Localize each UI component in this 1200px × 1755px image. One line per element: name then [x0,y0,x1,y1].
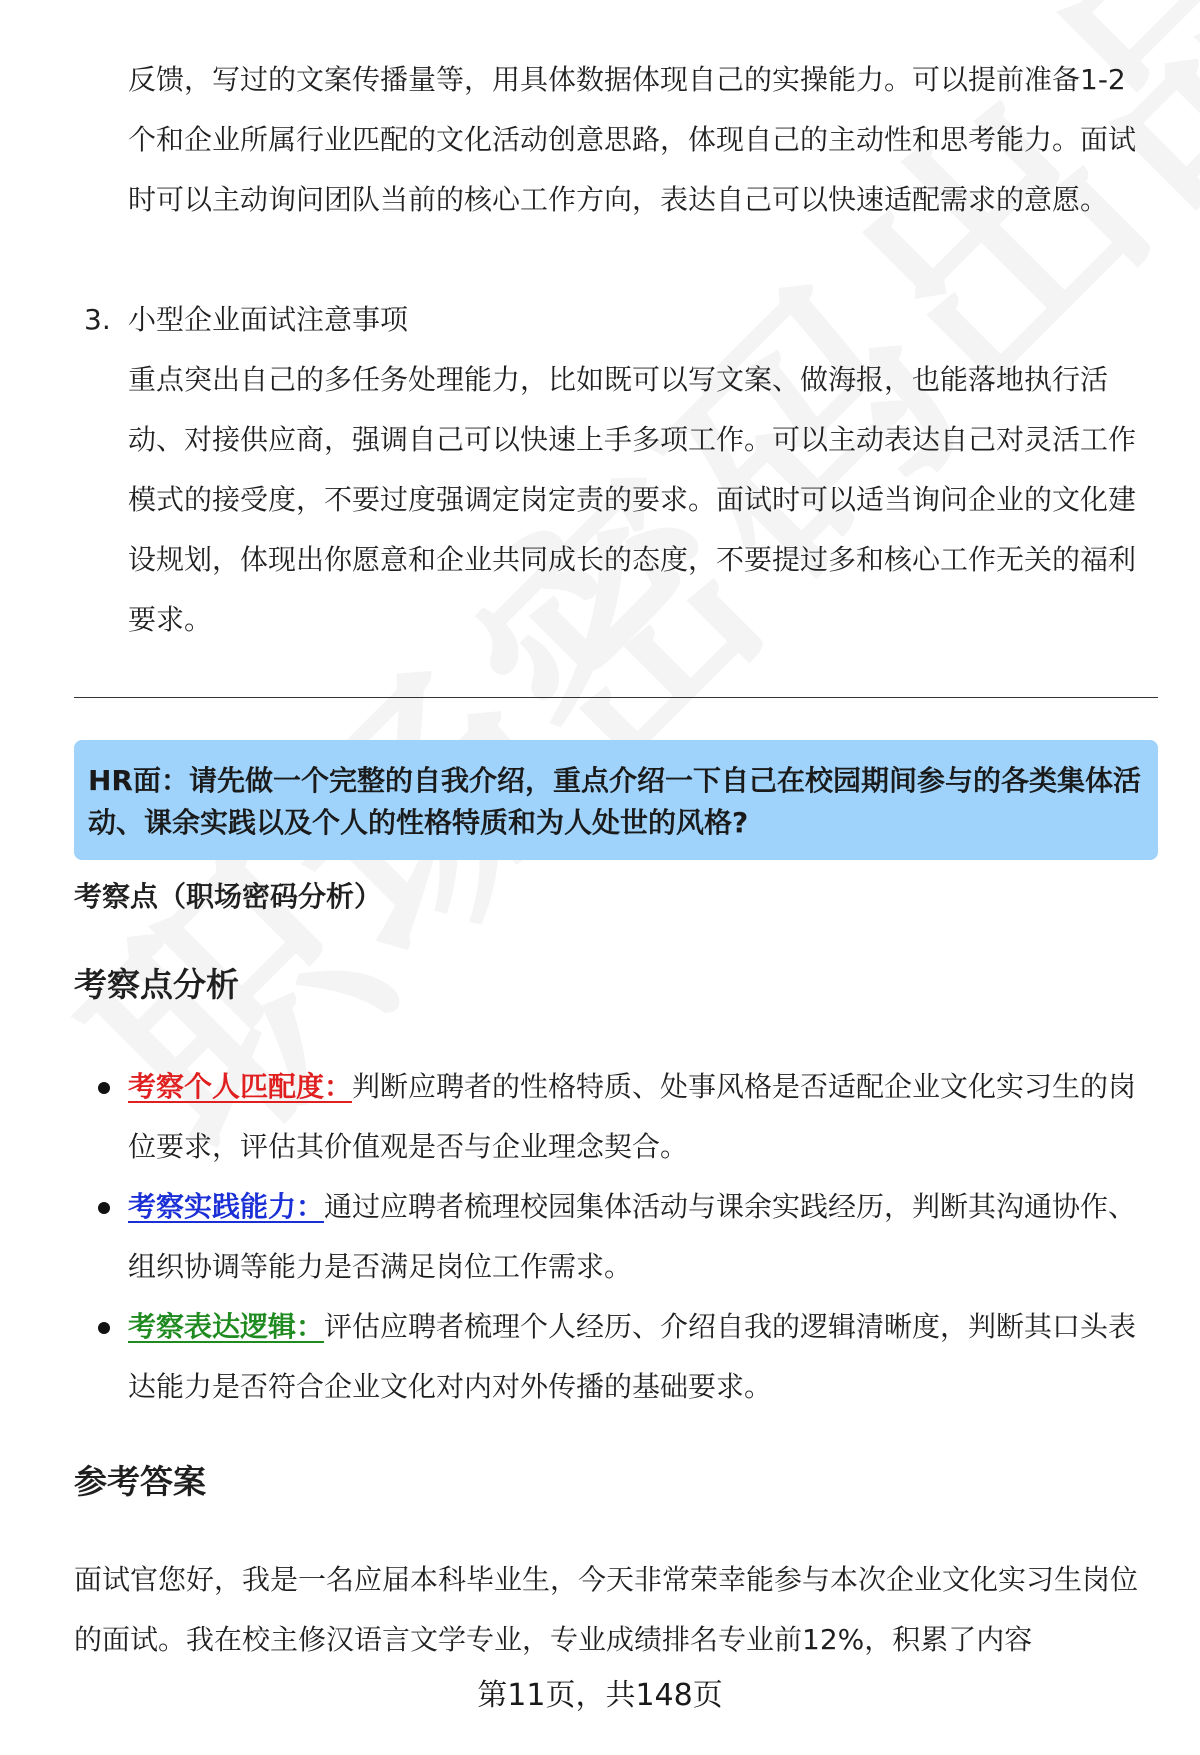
bullet-label: 考察实践能力： [128,1190,325,1223]
list-item [128,1177,1146,1297]
list-item [128,1297,1146,1417]
page-number: 第11页，共148页 [477,1678,723,1713]
list-item-title: 小型企业面试注意事项 [128,303,409,336]
reference-heading: 参考答案 [74,1462,206,1501]
list-item-3-heading [84,290,1146,350]
list-item-3-body: 重点突出自己的多任务处理能力，比如既可以写文案、做海报，也能落地执行活动、对接供应商，强调自己可以快速上手多项工作。可以主动表达自己对灵活工作模式的接受度，不要过度强调定岗定责的要求。面试时可以适当询问企业的文化建设规划，体现出你愿意和企业共同成长的态度，不要提过多和核心工作无关的福利要求。 [128,363,1137,636]
bullet-label: 考察表达逻辑： [128,1310,325,1343]
section-divider [74,697,1158,698]
bullet-label: 考察个人匹配度： [128,1070,353,1103]
bullet-text: 通过应聘者梳理校园集体活动与课余实践经历，判断其沟通协作、组织协调等能力是否满足岗位工作需求。 [128,1190,1137,1283]
list-item-number: 3. [84,303,111,336]
analysis-list [128,1057,1146,1417]
continued-paragraph: 反馈，写过的文案传播量等，用具体数据体现自己的实操能力。可以提前准备1-2个和企业所属行业匹配的文化活动创意思路，体现自己的主动性和思考能力。面试时可以主动询问团队当前的核心工作方向，表达自己可以快速适配需求的意愿。 [128,63,1137,216]
reference-answer: 面试官您好，我是一名应届本科毕业生，今天非常荣幸能参与本次企业文化实习生岗位的面试。我在校主修汉语言文学专业，专业成绩排名专业前12%，积累了内容 [74,1563,1139,1656]
bullet-text: 判断应聘者的性格特质、处事风格是否适配企业文化实习生的岗位要求，评估其价值观是否与企业理念契合。 [128,1070,1137,1163]
analysis-heading: 考察点分析 [74,965,239,1004]
question-text: HR面：请先做一个完整的自我介绍，重点介绍一下自己在校园期间参与的各类集体活动、课余实践以及个人的性格特质和为人处世的风格? [88,764,1141,839]
analysis-subheading: 考察点（职场密码分析） [74,880,383,913]
bullet-text: 评估应聘者梳理个人经历、介绍自我的逻辑清晰度，判断其口头表达能力是否符合企业文化对内对外传播的基础要求。 [128,1310,1137,1403]
question-box [74,740,1158,860]
list-item [128,1057,1146,1177]
